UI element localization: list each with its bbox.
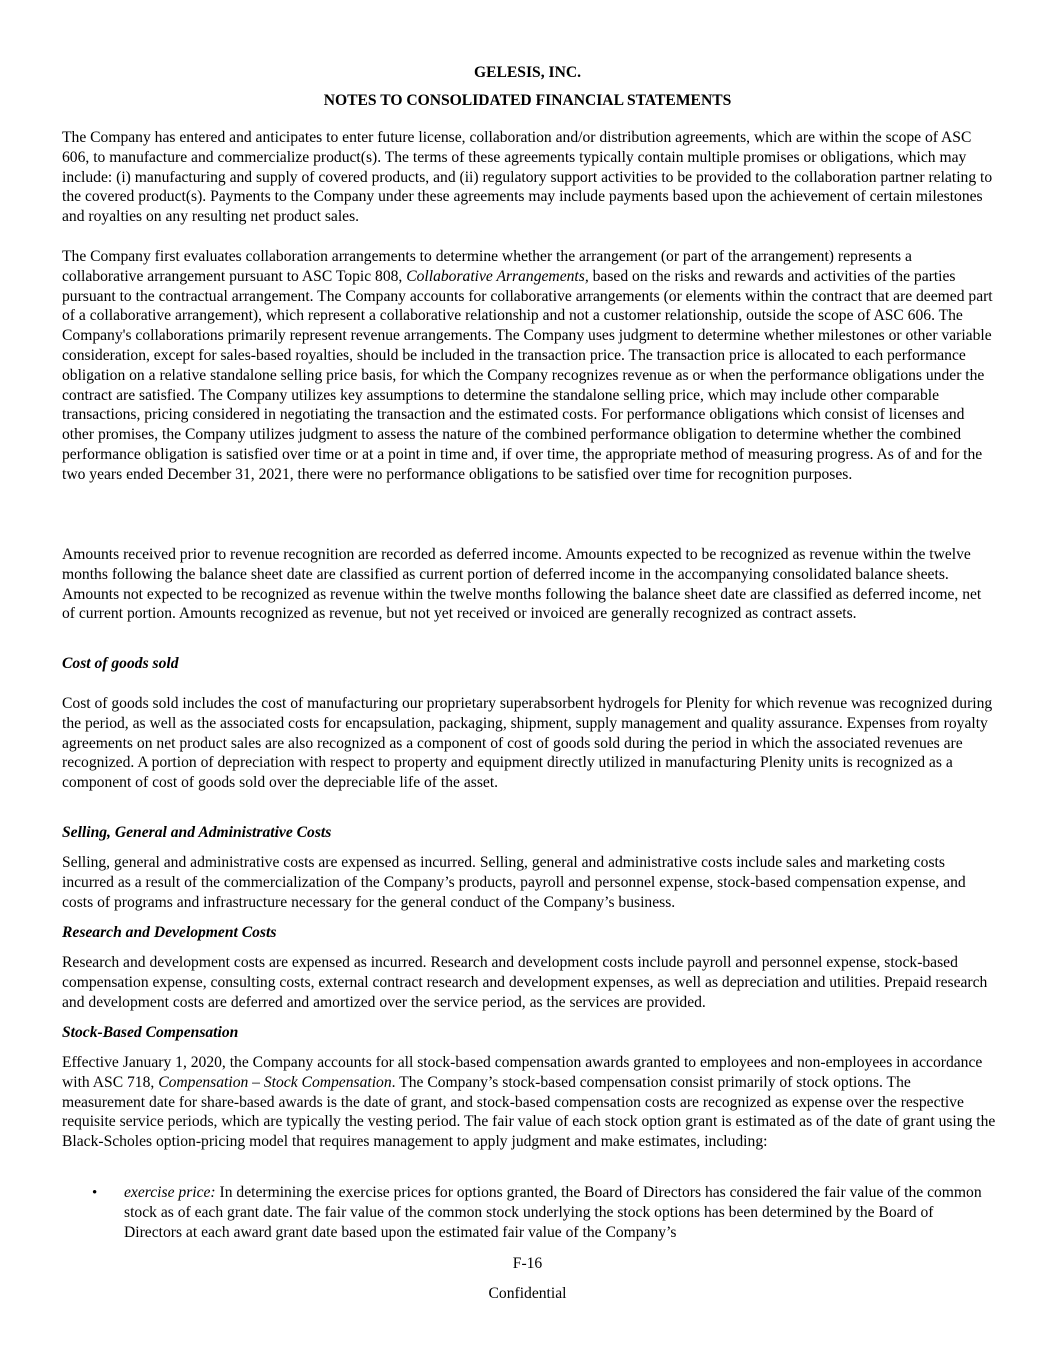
italic-term: Collaborative Arrangements,	[406, 267, 589, 285]
company-name: GELESIS, INC.	[473, 64, 582, 81]
paragraph-deferred-income: Amounts received prior to revenue recognition are recorded as deferred income. Amounts expected to be recognized as revenue within the twelve months following the balance sheet date are classified as current portion of deferred income in the accompanying consolidated balance sheets. Amounts not expected to be recognized as revenue within the twelve months following the balance sheet date are classified as deferred income, net of current portion. Amounts recognized as revenue, but not yet received or invoiced are generally recognized as contract assets.	[62, 546, 982, 623]
bullet-text: In determining the exercise prices for options granted, the Board of Directors has considered the fair value of the common stock as of each grant date. The fair value of the common stock underlying the stock options has been determined by the Board of Directors at each award grant date based upon the estimated fair value of the Company’s	[124, 1184, 982, 1241]
paragraph-cost-of-goods-sold: Cost of goods sold includes the cost of manufacturing our proprietary superabsorbent hydrogels for Plenity for which revenue was recognized during the period, as well as the associated costs for encapsulation, packaging, shipment, supply management and quality assurance. Expenses from royalty agreements on net product sales are also recognized as a component of cost of goods sold during the period in which the associated revenues are recognized. A portion of depreciation with respect to property and equipment directly utilized in manufacturing Plenity units is recognized as a component of cost of goods sold over the depreciable life of the asset.	[62, 695, 993, 792]
heading-stock-based-compensation: Stock-Based Compensation	[62, 1024, 239, 1041]
paragraph-stock-based-compensation	[62, 1053, 996, 1152]
paragraph-text: . The Company’s stock-based compensation consist primarily of stock options. The measurement date for share-based awards is the date of grant, and stock-based compensation costs are recognized as expense over the respective requisite service periods, which are typically the vesting period. The fair value of each stock option grant is estimated as of the date of grant using the Black-Scholes option-pricing model that requires management to apply judgment and make estimates, including:	[62, 1073, 996, 1151]
page-number: F-16	[512, 1255, 543, 1272]
paragraph-text: based on the risks and rewards and activities of the parties pursuant to the contractual arrangement. The Company accounts for collaborative arrangements (or elements within the contract that are deemed part of a collaborative arrangement), which represent a collaborative relationship and not a customer relationship, outside the scope of ASC 606. The Company's collaborations primarily represent revenue arrangements. The Company uses judgment to determine whether milestones or other variable consideration, except for sales-based royalties, should be included in the transaction price. The transaction price is allocated to each performance obligation on a relative standalone selling price basis, for which the Company recognizes revenue as or when the performance obligations under the contract are satisfied. The Company utilizes key assumptions to determine the standalone selling price, which may include other comparable transactions, pricing considered in negotiating the transaction and the estimated costs. For performance obligations which consist of licenses and other promises, the Company utilizes judgment to assess the nature of the combined performance obligation to determine whether the combined performance obligation is satisfied over time or at a point in time and, if over time, the appropriate method of measuring progress. As of and for the two years ended December 31, 2021, there were no performance obligations to be satisfied over time for recognition purposes.	[62, 267, 993, 483]
italic-term: exercise price:	[124, 1184, 216, 1201]
page-title: NOTES TO CONSOLIDATED FINANCIAL STATEMENTS	[323, 92, 732, 109]
heading-research-development: Research and Development Costs	[62, 924, 277, 941]
paragraph-research-development: Research and development costs are expensed as incurred. Research and development costs include payroll and personnel expense, stock-based compensation expense, consulting costs, external contract research and development expenses, as well as depreciation and utilities. Prepaid research and development costs are deferred and amortized over the service period, as the services are provided.	[62, 954, 988, 1011]
paragraph-sga: Selling, general and administrative costs are expensed as incurred. Selling, general and administrative costs include sales and marketing costs incurred as a result of the commercialization of the Company’s products, payroll and personnel expense, stock-based compensation expense, and costs of programs and infrastructure necessary for the general conduct of the Company’s business.	[62, 854, 966, 911]
bullet-marker: •	[92, 1185, 98, 1201]
heading-sga: Selling, General and Administrative Costs	[62, 824, 332, 841]
paragraph-text: Effective January 1, 2020, the Company accounts for all stock-based compensation awards granted to employees and non-employees in accordance with ASC 718,	[62, 1054, 983, 1091]
bullet-exercise-price	[124, 1183, 994, 1242]
confidential-label: Confidential	[488, 1285, 567, 1302]
italic-term: Compensation – Stock Compensation	[158, 1073, 392, 1091]
paragraph-collaboration-agreements: The Company has entered and anticipates to enter future license, collaboration and/or distribution agreements, which are within the scope of ASC 606, to manufacture and commercialize product(s). The terms of these agreements typically contain multiple promises or obligations, which may include: (i) manufacturing and supply of covered products, and (ii) regulatory support activities to be provided to the collaboration partner relating to the covered product(s). Payments to the Company under these agreements may include payments based upon the achievement of certain milestones and royalties on any resulting net product sales.	[62, 129, 993, 226]
paragraph-collaborative-arrangements	[62, 247, 996, 485]
heading-cost-of-goods-sold: Cost of goods sold	[62, 655, 179, 672]
paragraph-text: The Company first evaluates collaboration arrangements to determine whether the arrangement (or part of the arrangement) represents a collaborative arrangement pursuant to ASC Topic 808,	[62, 248, 912, 285]
